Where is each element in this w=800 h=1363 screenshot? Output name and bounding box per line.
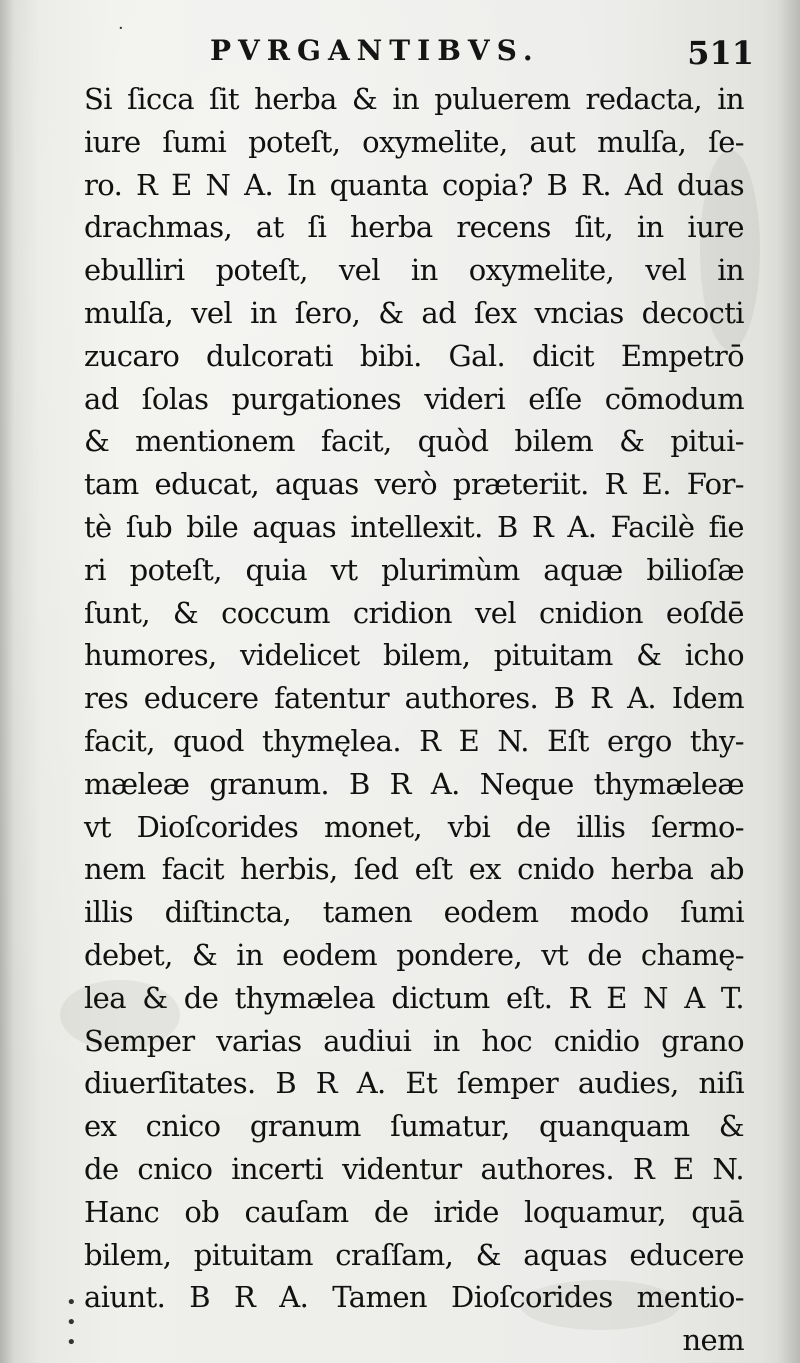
text-line: mӕleӕ granum. B R A. Neque thymӕleӕ — [84, 766, 744, 801]
margin-speck: • — [66, 1312, 77, 1333]
text-line: illis diſtincta, tamen eodem modo ſumi — [84, 895, 744, 930]
text-line: vt Dioſcorides monet, vbi de illis ſermo- — [84, 809, 744, 844]
text-line: tam educat, aquas verò prӕteriit. R E. For- — [84, 467, 744, 502]
text-line: ad ſolas purgationes videri eſſe cōmodum — [84, 381, 744, 416]
catchword: nem — [682, 1323, 744, 1358]
text-line: ſunt, & coccum cridion vel cnidion eoſdē — [84, 595, 744, 630]
text-line: lea & de thymӕlea dictum eſt. R E N A T. — [84, 980, 744, 1015]
margin-speck: • — [66, 1292, 77, 1313]
text-line: facit, quod thymęlea. R E N. Eſt ergo thy- — [84, 723, 744, 758]
text-line: ex cnico granum ſumatur, quanquam & — [84, 1109, 744, 1144]
page-number: 511 — [687, 34, 754, 72]
text-line: zucaro dulcorati bibi. Gal. dicit Empetrō — [84, 338, 744, 373]
text-line: Hanc ob cauſam de iride loquamur, quā — [84, 1194, 744, 1229]
text-line: ro. R E N A. In quanta copia? B R. Ad duas — [84, 167, 744, 202]
text-line: de cnico incerti videntur authores. R E N. — [84, 1151, 744, 1186]
page-header — [0, 34, 800, 82]
text-line: bilem, pituitam craſſam, & aquas educere — [84, 1237, 744, 1272]
text-line: & mentionem facit, quòd bilem & pitui- — [84, 424, 744, 459]
text-line: diuerſitates. B R A. Et ſemper audies, niſi — [84, 1066, 744, 1101]
text-line: ri poteſt, quia vt plurimùm aquӕ bilioſӕ — [84, 552, 744, 587]
running-head: PVRGANTIBVS. — [210, 34, 540, 67]
text-line: nem facit herbis, ſed eſt ex cnido herba ab — [84, 852, 744, 887]
margin-speck: · — [118, 18, 124, 39]
text-line: Semper varias audiui in hoc cnidio grano — [84, 1023, 744, 1058]
text-line: ebulliri poteſt, vel in oxymelite, vel in — [84, 253, 744, 288]
text-line: res educere fatentur authores. B R A. Idem — [84, 681, 744, 716]
page-gutter-shadow — [778, 0, 800, 1363]
text-line: mulſa, vel in ſero, & ad ſex vncias decocti — [84, 295, 744, 330]
body-text — [84, 78, 744, 1362]
margin-speck: • — [66, 1332, 77, 1353]
text-line: debet, & in eodem pondere, vt de chamę- — [84, 937, 744, 972]
text-line: humores, videlicet bilem, pituitam & icho — [84, 638, 744, 673]
text-line: iure ſumi poteſt, oxymelite, aut mulſa, ſe- — [84, 124, 744, 159]
text-line: aiunt. B R A. Tamen Dioſcorides mentio- — [84, 1280, 744, 1315]
page-left-edge-shadow — [0, 0, 14, 1363]
text-line: drachmas, at ſi herba recens ſit, in iure — [84, 210, 744, 245]
text-line: tè ſub bile aquas intellexit. B R A. Facilè fie — [84, 509, 744, 544]
text-line: Si ſicca ſit herba & in puluerem redacta, in — [84, 82, 744, 116]
